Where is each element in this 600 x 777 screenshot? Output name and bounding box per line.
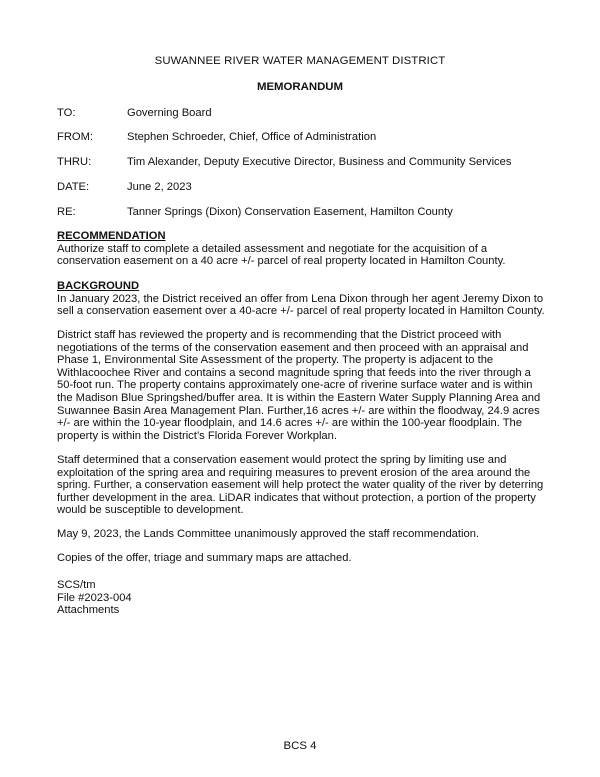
organization-name: SUWANNEE RIVER WATER MANAGEMENT DISTRICT xyxy=(154,55,446,67)
background-paragraph: In January 2023, the District received an offer from Lena Dixon through her agent Jeremy Dixon to sell a conservation easement over a 40-acre +/- parcel of real property located in Hamilton County. xyxy=(57,292,545,318)
header-value: Tim Alexander, Deputy Executive Director, Business and Community Services xyxy=(127,156,512,168)
background-paragraph: May 9, 2023, the Lands Committee unanimously approved the staff recommendation. xyxy=(57,528,480,540)
header-re xyxy=(57,206,577,220)
memo-title: MEMORANDUM xyxy=(256,81,344,93)
header-label: RE: xyxy=(57,206,76,218)
background-paragraph: Copies of the offer, triage and summary maps are attached. xyxy=(57,552,352,564)
header-value: June 2, 2023 xyxy=(127,181,192,193)
background-section xyxy=(57,280,547,318)
background-paragraph: Staff determined that a conservation easement would protect the spring by limiting use and exploitation of the spring area and requiring measures to prevent erosion of the area around the spring. Further, a conservation easement will help protect the water quality of the river by deterring further development in the area. LiDAR indicates that without protection, a portion of the property would be susceptible to development. xyxy=(57,454,544,517)
header-label: FROM: xyxy=(57,131,94,143)
recommendation-heading: RECOMMENDATION xyxy=(57,230,166,242)
background-paragraph: District staff has reviewed the property and is recommending that the District proceed with negotiations of the terms of the conservation easement and then proceed with an appraisal and Phase 1, Environmental Site Assessment of the property. The property is adjacent to the Withlacoochee River and contains a second magnitude spring that feeds into the river through a 50-foot run. The property contains approximately one-acre of riverine surface water and is within the Madison Blue Springshed/buffer area. It is within the Eastern Water Supply Planning Area and Suwannee Basin Area Management Plan. Further,16 acres +/- are within the floodway, 24.9 acres +/- are within the 10-year floodplain, and 14.6 acres +/- are within the 100-year floodplain. The property is within the District’s Florida Forever Workplan. xyxy=(57,329,541,442)
header-from xyxy=(57,131,577,145)
background-paragraph-determination xyxy=(57,454,547,517)
page-footer: BCS 4 xyxy=(283,740,317,752)
header-label: TO: xyxy=(57,107,76,119)
header-label: DATE: xyxy=(57,181,90,193)
header-date xyxy=(57,181,577,195)
recommendation-section xyxy=(57,230,547,268)
closing-initials: SCS/tm xyxy=(57,579,96,591)
background-paragraph-assessment xyxy=(57,329,547,442)
header-to xyxy=(57,107,577,121)
recommendation-text: Authorize staff to complete a detailed assessment and negotiate for the acquisition of a conservation easement on a 40 acre +/- parcel of real property located in Hamilton County. xyxy=(57,242,506,268)
header-value: Tanner Springs (Dixon) Conservation Easement, Hamilton County xyxy=(127,206,453,218)
header-thru xyxy=(57,156,577,170)
header-value: Governing Board xyxy=(127,107,212,119)
header-label: THRU: xyxy=(57,156,92,168)
closing-file-number: File #2023-004 xyxy=(57,591,132,604)
header-value: Stephen Schroeder, Chief, Office of Administration xyxy=(127,131,377,143)
background-paragraph-attachments xyxy=(57,552,547,565)
background-paragraph-committee xyxy=(57,528,547,541)
background-heading: BACKGROUND xyxy=(57,280,140,292)
closing-block xyxy=(57,579,547,617)
closing-attachments: Attachments xyxy=(57,604,120,617)
